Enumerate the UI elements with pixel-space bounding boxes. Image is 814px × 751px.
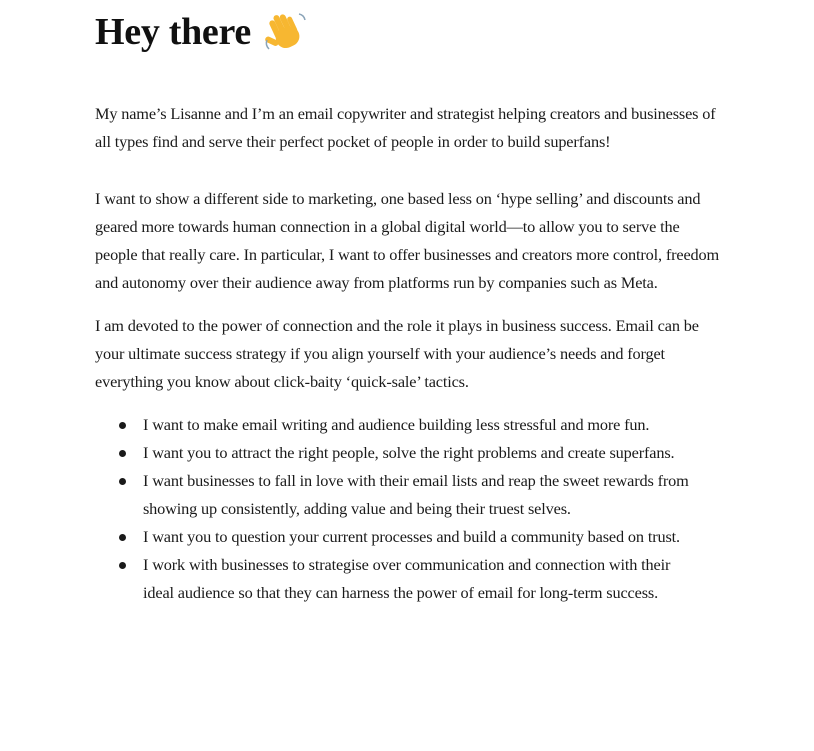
waving-hand-icon [263,10,307,54]
list-item: I work with businesses to strategise over communication and connection with their ideal audience so that they can harness the power of email for long-term success. [95,551,703,607]
connection-paragraph: I am devoted to the power of connection and the role it plays in business success. Email can be your ultimate success strategy if you align yourself with your audience’s needs and forget everything you know about click-baity ‘quick-sale’ tactics. [95,316,699,391]
about-section [95,0,725,607]
page-title-text: Hey there [95,11,251,53]
list-item: I want you to question your current processes and build a community based on trust. [95,523,703,551]
list-item: I want to make email writing and audience building less stressful and more fun. [95,411,703,439]
list-item: I want businesses to fall in love with their email lists and reap the sweet rewards from showing up consistently, adding value and being their truest selves. [95,467,703,523]
list-item: I want you to attract the right people, solve the right problems and create superfans. [95,439,703,467]
goals-list [95,411,725,607]
intro-paragraph: My name’s Lisanne and I’m an email copywriter and strategist helping creators and businesses of all types find and serve their perfect pocket of people in order to build superfans! [95,104,716,151]
page-title [95,10,725,54]
mission-paragraph: I want to show a different side to marketing, one based less on ‘hype selling’ and discounts and geared more towards human connection in a global digital world—to allow you to serve the people that really care. In particular, I want to offer businesses and creators more control, freedom and autonomy over their audience away from platforms run by companies such as Meta. [95,189,720,292]
